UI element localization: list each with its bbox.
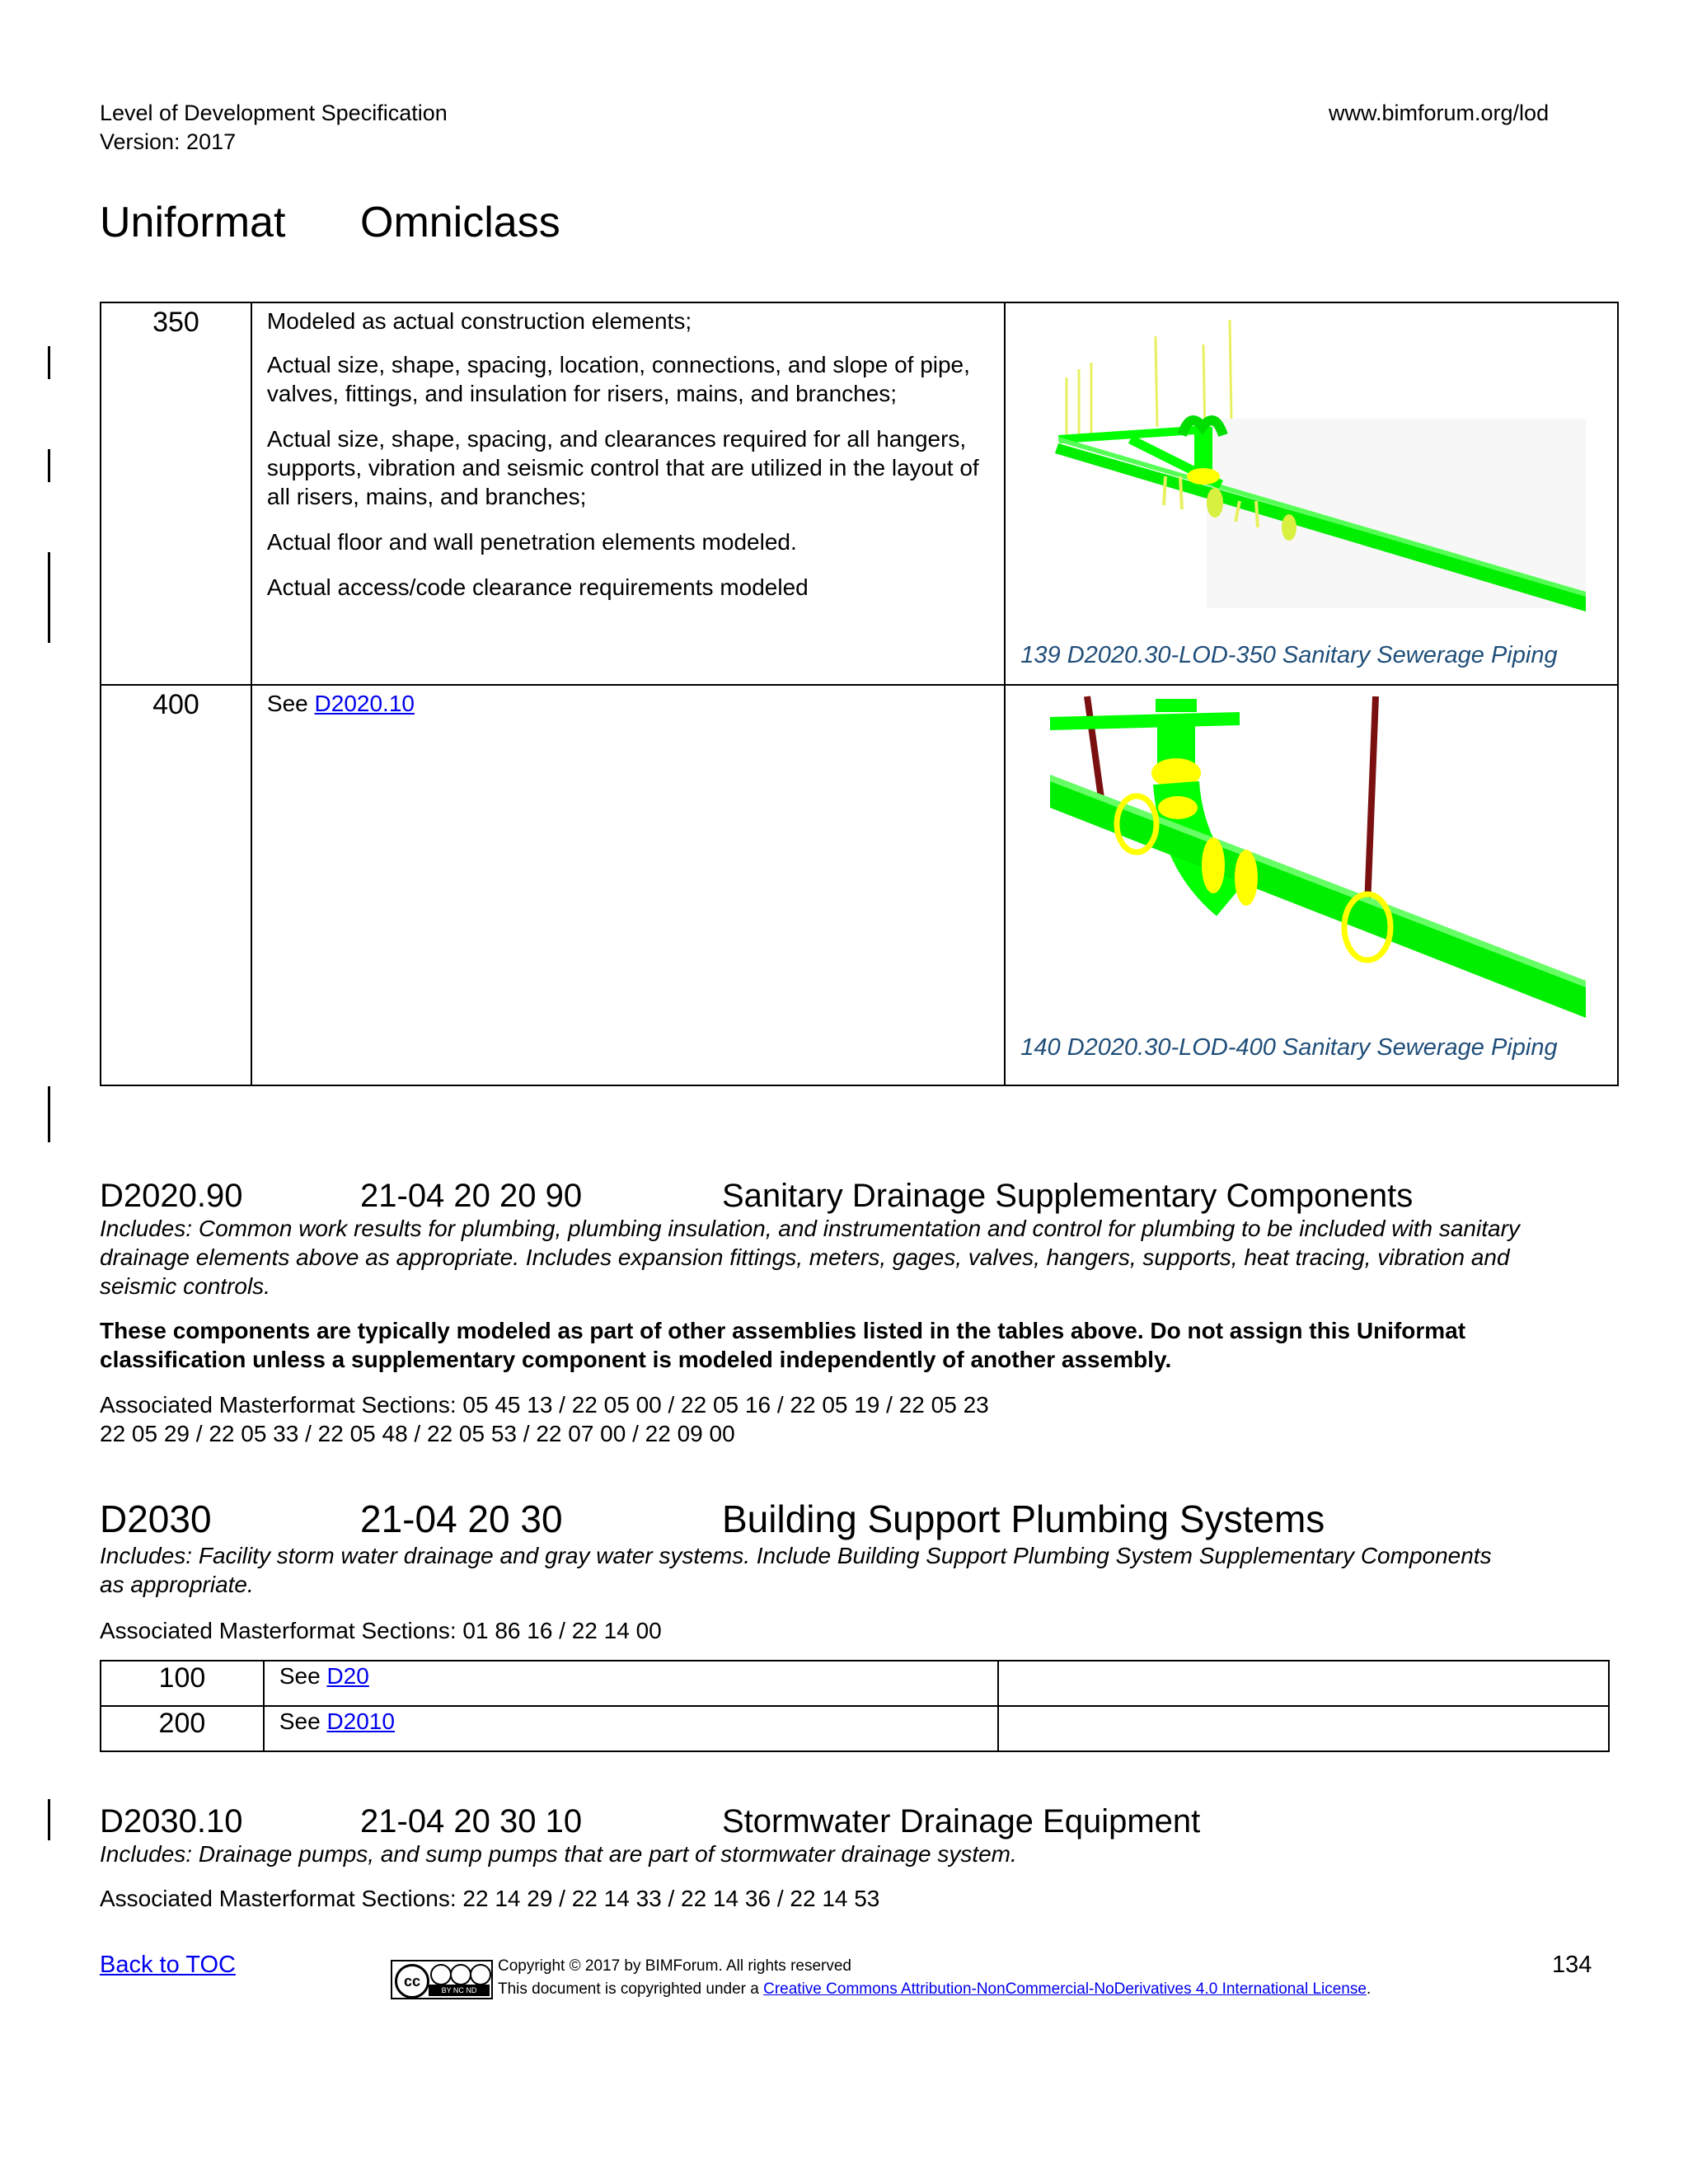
section-title: Building Support Plumbing Systems xyxy=(722,1497,1325,1540)
section-omniclass: 21-04 20 30 10 xyxy=(360,1803,583,1840)
table-row xyxy=(101,1661,1609,1706)
lod-image-cell xyxy=(1005,685,1618,1085)
see-link-d2010[interactable]: D2010 xyxy=(326,1708,395,1734)
license-notice xyxy=(498,1978,1371,2001)
associated-sections: Associated Masterformat Sections: 22 14 29 / 22 14 33 / 22 14 36 / 22 14 53 xyxy=(100,1886,880,1911)
lod-image-cell xyxy=(998,1661,1609,1706)
description-paragraph: Actual access/code clearance requirements modeled xyxy=(266,574,809,600)
description-paragraph: Actual size, shape, spacing, and clearances required for all hangers, supports, vibration and seismic control that are utilized in the layout of all risers, mains, and branches; xyxy=(266,426,979,509)
section-includes: Includes: Common work results for plumbing, plumbing insulation, and instrumentation and control for plumbing to be included with sanitary drainage elements above as appropriate. Includes expansion fittings, meters, gages, valves, hangers, supports, heat tracing, vibration and seismic controls. xyxy=(100,1216,1520,1299)
figure-caption: 140 D2020.30-LOD-400 Sanitary Sewerage Piping xyxy=(1020,1034,1558,1061)
license-suffix: . xyxy=(1366,1980,1372,1998)
license-prefix: This document is copyrighted under a xyxy=(498,1980,764,1998)
section-title: Sanitary Drainage Supplementary Components xyxy=(722,1178,1414,1214)
table-row xyxy=(101,1706,1609,1751)
back-to-toc-link[interactable]: Back to TOC xyxy=(100,1952,236,1978)
copyright-notice: Copyright © 2017 by BIMForum. All rights reserved xyxy=(498,1957,852,1975)
section-omniclass: 21-04 20 20 90 xyxy=(360,1178,583,1214)
piping-render-350 xyxy=(1017,312,1619,616)
see-prefix: See xyxy=(266,691,315,716)
lod-table-d2030 xyxy=(100,1660,1610,1752)
revision-bar xyxy=(48,1086,50,1142)
lod-description xyxy=(264,1661,998,1706)
see-prefix: See xyxy=(279,1663,327,1689)
lod-description xyxy=(251,302,1005,685)
revision-bar xyxy=(48,346,50,379)
lod-image-cell xyxy=(1005,302,1618,685)
revision-bar xyxy=(48,449,50,482)
section-note: These components are typically modeled as part of other assemblies listed in the tables above. Do not assign this Uniformat classification unless a supplementary component is modeled independently of another assembly. xyxy=(100,1318,1466,1372)
license-link[interactable]: Creative Commons Attribution-NonCommercial-NoDerivatives 4.0 International License xyxy=(763,1980,1367,1998)
see-prefix: See xyxy=(279,1708,327,1734)
revision-bar xyxy=(48,1799,50,1840)
cc-icon: cc xyxy=(395,1964,429,1999)
table-row xyxy=(101,685,1618,1085)
lod-level: 100 xyxy=(101,1661,264,1706)
section-code: D2020.90 xyxy=(100,1178,243,1214)
associated-sections: 22 05 29 / 22 05 33 / 22 05 48 / 22 05 53 / 22 07 00 / 22 09 00 xyxy=(100,1421,735,1446)
lod-table-d2020-30 xyxy=(100,302,1619,1086)
lod-description xyxy=(251,685,1005,1085)
associated-sections: Associated Masterformat Sections: 05 45 13 / 22 05 00 / 22 05 16 / 22 05 19 / 22 05 23 xyxy=(100,1392,989,1418)
description-paragraph: Actual floor and wall penetration elements modeled. xyxy=(266,529,797,555)
cc-badge-label: BY NC ND xyxy=(429,1985,490,1996)
lod-level: 350 xyxy=(101,302,251,685)
description-paragraph xyxy=(267,689,991,718)
lod-description xyxy=(264,1706,998,1751)
lod-image-cell xyxy=(998,1706,1609,1751)
noderivatives-icon xyxy=(470,1964,491,1985)
see-link-d20[interactable]: D20 xyxy=(326,1663,369,1689)
section-includes: Includes: Facility storm water drainage and gray water systems. Include Building Support Plumbing System Supplementary Components as appropriate. xyxy=(100,1543,1492,1597)
associated-sections: Associated Masterformat Sections: 01 86 16 / 22 14 00 xyxy=(100,1618,662,1643)
piping-render-400 xyxy=(1017,692,1627,1022)
description-paragraph: Modeled as actual construction elements; xyxy=(266,308,692,334)
cc-license-badge[interactable] xyxy=(391,1960,493,1999)
lod-level: 200 xyxy=(101,1706,264,1751)
see-link-d2020-10[interactable]: D2020.10 xyxy=(314,691,415,716)
figure-caption: 139 D2020.30-LOD-350 Sanitary Sewerage Piping xyxy=(1020,642,1558,668)
header-url[interactable]: www.bimforum.org/lod xyxy=(1329,101,1550,125)
section-code: D2030 xyxy=(100,1497,212,1540)
description-paragraph: Actual size, shape, spacing, location, connections, and slope of pipe, valves, fittings, and insulation for risers, mains, and branches; xyxy=(266,352,970,406)
section-title: Stormwater Drainage Equipment xyxy=(722,1803,1201,1840)
page-number: 134 xyxy=(1552,1952,1592,1978)
version-label: Version: 2017 xyxy=(100,129,237,154)
uniformat-heading: Uniformat xyxy=(100,199,286,246)
section-code: D2030.10 xyxy=(100,1803,243,1840)
attribution-icon xyxy=(430,1964,452,1985)
section-includes: Includes: Drainage pumps, and sump pumps that are part of stormwater drainage system. xyxy=(100,1841,1017,1867)
section-omniclass: 21-04 20 30 xyxy=(360,1497,563,1540)
revision-bar xyxy=(48,552,50,643)
spec-title: Level of Development Specification xyxy=(100,101,448,125)
omniclass-heading: Omniclass xyxy=(360,199,560,246)
lod-level: 400 xyxy=(101,685,251,1085)
table-row xyxy=(101,302,1618,685)
noncommercial-icon xyxy=(450,1964,471,1985)
